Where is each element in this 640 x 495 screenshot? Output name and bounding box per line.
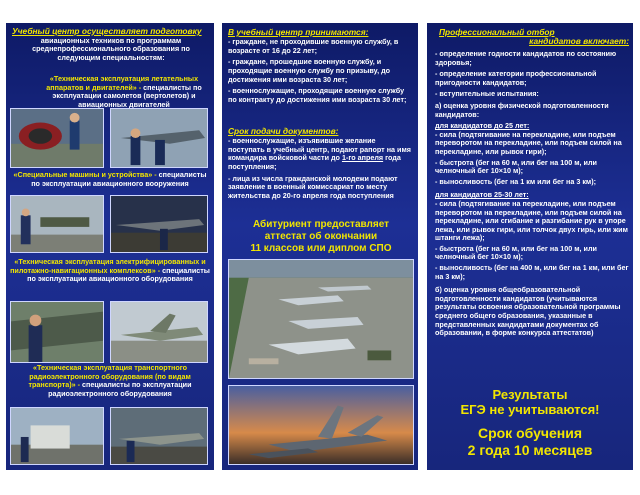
intro-block <box>12 27 210 62</box>
intro-text: авиационных техников по программам среднепрофессионального образования по следующим специальностям: <box>32 35 190 62</box>
age25-30-item: - сила (подтягивание на перекладине, или подъем переворотом на перекладине, или подъем силой на перекладине, или сгибание и разгибание рук в упоре лежа, или рывок гири, или толчок двух гирь, или жим штанги лежа); <box>435 198 628 243</box>
accept-item: - военнослужащие, проходящие военную службу по контракту до достижения ими возраста 30 лет; <box>228 86 407 104</box>
spec4-title: «Техническая эксплуатация транспортного радиоэлектронного оборудования (по видам транспорта)» - <box>28 363 191 390</box>
deadline-item-2: - лица из числа гражданской молодежи подают заявление в военный комиссариат по месту жительства до 20-го апреля года поступления <box>228 173 398 200</box>
photo-aircraft-technicians <box>110 108 208 168</box>
right-panel <box>427 23 633 470</box>
spec3-title: «Техническая эксплуатация электрифицированных и пилотажно-навигационных комплексов» - <box>10 257 206 275</box>
spec4-desc: специалисты по эксплуатации радиоэлектронного оборудования <box>48 380 192 398</box>
under25-label: для кандидатов до 25 лет: <box>435 121 530 131</box>
age25-30-label: для кандидатов 25-30 лет: <box>435 190 529 200</box>
deadline-item-1 <box>228 137 414 171</box>
results-line-2: ЕГЭ не учитываются! <box>460 402 600 417</box>
photo-armament-loading <box>10 195 104 253</box>
accept-item: - граждане, прошедшие военную службу, и проходящие военную службу по призыву, до достижения ими возраста 30 лет; <box>228 57 391 84</box>
spec4-caption <box>10 364 210 398</box>
fitness-heading: а) оценка уровня физической подготовленности кандидатов: <box>435 100 609 119</box>
spec3-caption <box>10 258 210 284</box>
selection-item: - определение годности кандидатов по состоянию здоровья; <box>435 49 617 67</box>
selection-heading-line-2: кандидатов включает: <box>529 36 629 47</box>
deadline-block <box>228 127 414 200</box>
certificate-line-1: Абитуриент предоставляет <box>252 219 390 230</box>
selection-heading <box>433 28 629 46</box>
photo-airfield-aerial <box>228 259 414 379</box>
photo-jet-hangar <box>110 407 208 465</box>
age25-30-item: - быстрота (бег на 60 м, или бег на 100 м, или челночный бег 10×10 м); <box>435 243 597 262</box>
accept-item: - граждане, не проходившие военную службу, в возрасте от 16 до 22 лет; <box>228 37 399 55</box>
certificate-block <box>226 219 416 255</box>
photo-night-ramp <box>110 195 208 253</box>
results-note <box>429 387 631 417</box>
under25-item: - выносливость (бег на 1 км или бег на 3 км); <box>435 176 597 186</box>
results-line-1: Результаты <box>492 387 568 402</box>
photo-radar-equipment <box>10 407 104 465</box>
deadline-heading: Срок подачи документов: <box>228 126 339 136</box>
under25-item: - быстрота (бег на 60 м, или бег на 100 м, или челночный бег 10×10 м); <box>435 157 597 176</box>
selection-item: - вступительные испытания: <box>435 89 539 99</box>
accept-heading: В учебный центр принимаются: <box>228 27 369 37</box>
certificate-line-2: аттестат об окончании <box>264 231 378 242</box>
intro-heading: Учебный центр осуществляет подготовку <box>12 26 202 36</box>
deadline-date: 1-го апреля <box>341 153 384 163</box>
selection-item: - определение категории профессиональной пригодности кандидатов; <box>435 69 597 87</box>
spec2-title: «Специальные машины и устройства» - <box>13 170 157 179</box>
left-panel <box>6 23 214 470</box>
spec1-desc: специалисты по эксплуатации самолетов (вертолетов) и авиационных двигателей <box>52 82 202 109</box>
deadline-item-1-text: - военнослужащие, изъявившие желание поступать в учебный центр, подают рапорт на имя командира войсковой части до <box>228 136 411 163</box>
accept-block <box>228 28 414 104</box>
certificate-line-3: 11 классов или диплом СПО <box>250 243 392 254</box>
spec2-desc: специалисты по эксплуатации авиационного вооружения <box>31 170 207 188</box>
duration-line-2: 2 года 10 месяцев <box>467 442 593 458</box>
photo-engine-maintenance <box>10 108 104 168</box>
duration-note <box>429 425 631 459</box>
spec2-caption <box>10 171 210 188</box>
duration-line-1: Срок обучения <box>477 425 583 441</box>
middle-panel <box>222 23 418 470</box>
under25-item: - сила (подтягивание на перекладине, или подъем переворотом на перекладине, или подъем силой на перекладине, или рывок гири); <box>435 129 622 156</box>
selection-heading-line-1: Профессиональный отбор <box>439 27 555 37</box>
age25-30-item: - выносливость (бег на 400 м, или бег на 1 км, или бег на 3 км); <box>435 263 629 281</box>
deadline-item-1-end: года поступления; <box>228 153 401 171</box>
photo-fighters-sunset <box>228 385 414 465</box>
selection-list <box>435 50 629 338</box>
education-text: б) оценка уровня общеобразовательной подготовленности кандидатов (учитываются результаты освоения образовательной программы среднего общего образования, указанные в представленных кандидатами документах об образовании, в форме конкурса аттестатов) <box>435 285 621 338</box>
photo-cockpit-technician <box>10 301 104 363</box>
spec1-title: «Техническая эксплуатация летательных аппаратов и двигателей» - <box>46 74 199 92</box>
spec1-caption <box>36 75 212 109</box>
photo-jet-on-apron <box>110 301 208 363</box>
spec3-desc: специалисты по эксплуатации авиационного оборудования <box>27 265 210 284</box>
